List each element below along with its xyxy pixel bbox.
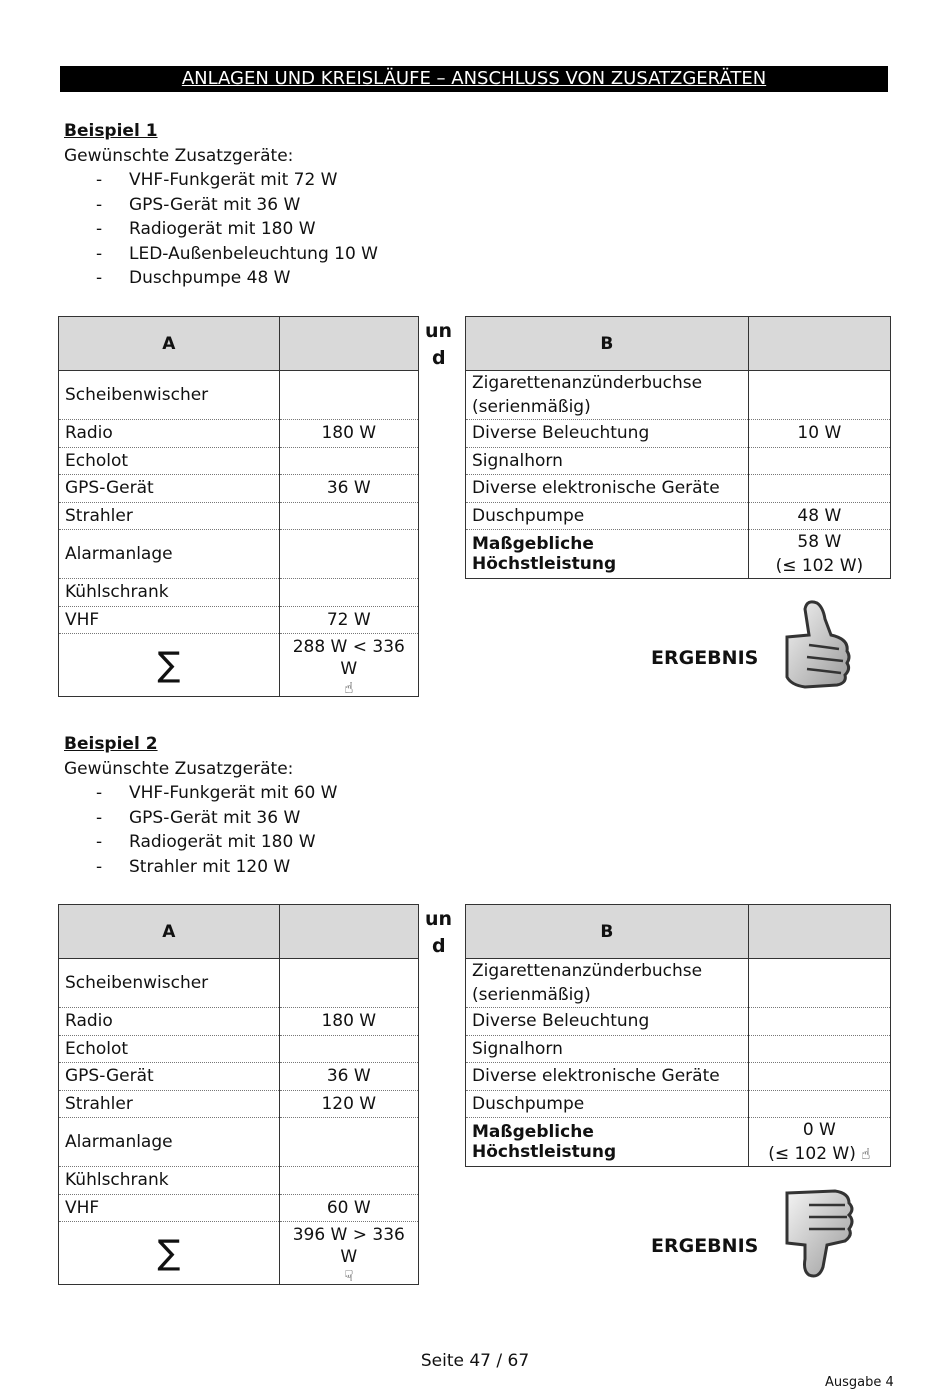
- row-label: VHF: [59, 1194, 280, 1222]
- list-item: - Radiogerät mit 180 W: [96, 219, 316, 239]
- max-power-limit: (≤ 102 W) ☝: [768, 1144, 871, 1164]
- table-row: [59, 530, 419, 579]
- row-label: Echolot: [59, 447, 280, 475]
- sigma-icon: ∑: [59, 1222, 280, 1285]
- row-label: Duschpumpe: [466, 502, 749, 530]
- header-b: B: [466, 317, 749, 371]
- example-subtitle: Gewünschte Zusatzgeräte:: [64, 145, 294, 166]
- row-label: Diverse Beleuchtung: [466, 1008, 749, 1036]
- sum-value: 288 W < 336 W: [292, 637, 405, 679]
- row-value: [279, 959, 418, 1008]
- table-header: [466, 905, 891, 959]
- row-value: 180 W: [279, 1008, 418, 1036]
- row-label: Zigarettenanzünderbuchse (serienmäßig): [466, 371, 749, 420]
- table-row: [59, 606, 419, 634]
- row-label: Diverse elektronische Geräte: [466, 475, 749, 503]
- table-row: [59, 502, 419, 530]
- row-value: 48 W: [748, 502, 890, 530]
- header-b: B: [466, 905, 749, 959]
- table-row: [59, 959, 419, 1008]
- list-item: - GPS-Gerät mit 36 W: [96, 807, 301, 828]
- device-list: [64, 781, 338, 879]
- table-row: [466, 447, 891, 475]
- max-power-value: 0 W: [802, 1120, 836, 1140]
- row-label: Scheibenwischer: [59, 371, 280, 420]
- max-power-cell: [748, 530, 890, 579]
- sum-value: 396 W > 336 W: [292, 1225, 405, 1267]
- row-value: [748, 1008, 890, 1036]
- table-row: [466, 959, 891, 1008]
- list-item: - GPS-Gerät mit 36 W: [96, 194, 301, 215]
- sum-cell: [279, 1222, 418, 1285]
- table-row: [59, 1167, 419, 1195]
- row-value: [279, 447, 418, 475]
- table-row: [466, 1063, 891, 1091]
- edition-label: Ausgabe 4: [825, 1375, 894, 1390]
- row-label: Zigarettenanzünderbuchse (serienmäßig): [466, 959, 749, 1008]
- row-value: 10 W: [748, 420, 890, 448]
- list-item: - Radiogerät mit 180 W: [96, 832, 316, 852]
- row-label: Radio: [59, 1008, 280, 1036]
- header-blank: [279, 317, 418, 371]
- row-value: [279, 530, 418, 579]
- table-row: [466, 475, 891, 503]
- row-label: Strahler: [59, 1090, 280, 1118]
- row-value: [279, 1167, 418, 1195]
- row-label: Scheibenwischer: [59, 959, 280, 1008]
- header-a: A: [59, 905, 280, 959]
- header-blank: [748, 905, 890, 959]
- row-label: Signalhorn: [466, 447, 749, 475]
- row-value: 36 W: [279, 475, 418, 503]
- table-row: [466, 502, 891, 530]
- sum-cell: [279, 634, 418, 697]
- pointing-hand-icon: ☝: [344, 679, 354, 697]
- row-label: Kühlschrank: [59, 1167, 280, 1195]
- und-label: un d: [425, 908, 453, 957]
- row-value: [748, 959, 890, 1008]
- list-item: - Strahler mit 120 W: [96, 856, 291, 877]
- list-item: - VHF-Funkgerät mit 60 W: [96, 783, 338, 803]
- table-b-example-1: [465, 316, 891, 579]
- row-label: GPS-Gerät: [59, 475, 280, 503]
- example-2-intro: [64, 732, 338, 879]
- table-b-example-2: [465, 904, 891, 1167]
- result-label: ERGEBNIS: [651, 1235, 759, 1257]
- max-power-value: 58 W: [797, 532, 842, 552]
- table-row: [59, 420, 419, 448]
- max-power-limit: (≤ 102 W): [775, 556, 864, 576]
- row-value: [279, 502, 418, 530]
- sigma-icon: ∑: [59, 634, 280, 697]
- example-1-intro: [64, 119, 378, 291]
- table-row: [466, 371, 891, 420]
- row-label: GPS-Gerät: [59, 1063, 280, 1091]
- result-label: ERGEBNIS: [651, 647, 759, 669]
- sum-row: [59, 1222, 419, 1285]
- row-value: [748, 1063, 890, 1091]
- table-row: [59, 1118, 419, 1167]
- table-row: [59, 1090, 419, 1118]
- header-blank: [279, 905, 418, 959]
- table-header: [466, 317, 891, 371]
- header-a: A: [59, 317, 280, 371]
- row-label: VHF: [59, 606, 280, 634]
- device-list: [64, 168, 378, 291]
- table-a-example-2: [58, 904, 419, 1285]
- und-label: un d: [425, 320, 453, 369]
- table-header: [59, 317, 419, 371]
- list-item: - LED-Außenbeleuchtung 10 W: [96, 243, 378, 264]
- example-subtitle: Gewünschte Zusatzgeräte:: [64, 758, 294, 779]
- row-value: [748, 1035, 890, 1063]
- table-row: [59, 1035, 419, 1063]
- pointing-hand-icon: ☝: [861, 1145, 871, 1163]
- max-power-label: Maßgebliche Höchstleistung: [466, 530, 749, 579]
- row-label: Alarmanlage: [59, 1118, 280, 1167]
- row-label: Signalhorn: [466, 1035, 749, 1063]
- row-label: Strahler: [59, 502, 280, 530]
- table-row: [466, 1090, 891, 1118]
- example-title: Beispiel 1: [64, 121, 158, 141]
- pointing-hand-down-icon: ☟: [344, 1267, 354, 1285]
- row-value: 180 W: [279, 420, 418, 448]
- list-item: - VHF-Funkgerät mit 72 W: [96, 170, 338, 190]
- row-value: 60 W: [279, 1194, 418, 1222]
- row-value: [748, 371, 890, 420]
- list-item: - Duschpumpe 48 W: [96, 268, 291, 288]
- max-power-row: [466, 1118, 891, 1167]
- table-row: [466, 1035, 891, 1063]
- max-power-cell: [748, 1118, 890, 1167]
- table-row: [59, 371, 419, 420]
- sum-row: [59, 634, 419, 697]
- thumbs-up-icon: [765, 595, 873, 695]
- row-value: 120 W: [279, 1090, 418, 1118]
- row-value: 36 W: [279, 1063, 418, 1091]
- row-value: [279, 371, 418, 420]
- row-label: Diverse Beleuchtung: [466, 420, 749, 448]
- banner-title: ANLAGEN UND KREISLÄUFE – ANSCHLUSS VON ZUSATZGERÄTEN: [181, 68, 767, 89]
- max-power-label: Maßgebliche Höchstleistung: [466, 1118, 749, 1167]
- table-row: [59, 475, 419, 503]
- example-title: Beispiel 2: [64, 734, 158, 754]
- row-value: [279, 579, 418, 607]
- row-label: Echolot: [59, 1035, 280, 1063]
- row-label: Diverse elektronische Geräte: [466, 1063, 749, 1091]
- row-value: [279, 1118, 418, 1167]
- page-number: Seite 47 / 67: [420, 1351, 530, 1371]
- thumbs-down-icon: [765, 1183, 873, 1283]
- table-row: [59, 1063, 419, 1091]
- row-label: Alarmanlage: [59, 530, 280, 579]
- table-row: [59, 579, 419, 607]
- row-label: Kühlschrank: [59, 579, 280, 607]
- table-header: [59, 905, 419, 959]
- table-row: [59, 1008, 419, 1036]
- row-value: [279, 1035, 418, 1063]
- row-label: Radio: [59, 420, 280, 448]
- table-row: [466, 420, 891, 448]
- row-value: 72 W: [279, 606, 418, 634]
- table-row: [59, 1194, 419, 1222]
- row-value: [748, 447, 890, 475]
- max-power-row: [466, 530, 891, 579]
- row-label: Duschpumpe: [466, 1090, 749, 1118]
- section-banner: [60, 66, 888, 92]
- row-value: [748, 475, 890, 503]
- header-blank: [748, 317, 890, 371]
- table-row: [59, 447, 419, 475]
- row-value: [748, 1090, 890, 1118]
- table-row: [466, 1008, 891, 1036]
- table-a-example-1: [58, 316, 419, 697]
